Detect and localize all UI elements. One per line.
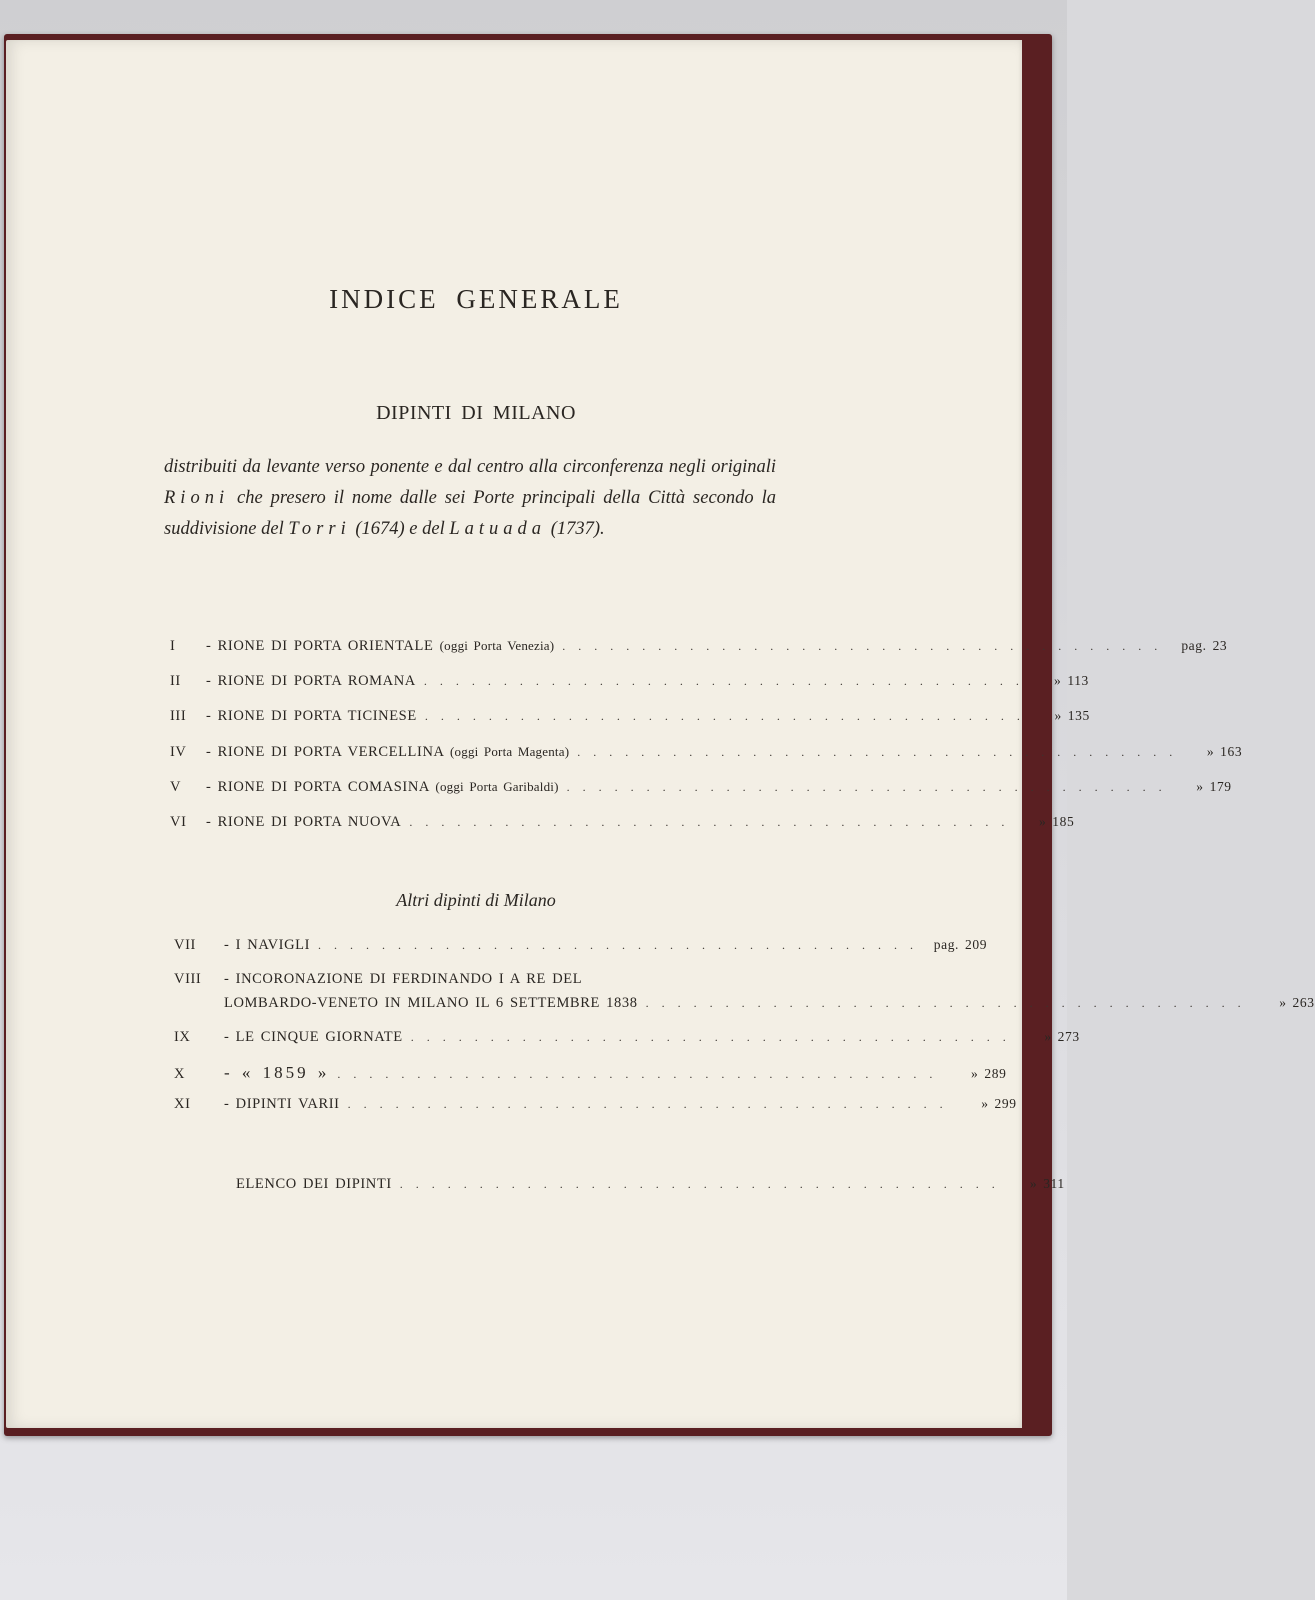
toc-leader-dots: . . . . . . . . . . . . . . . . . . . . . . . . . . . . . . . . . . . . . .: [577, 745, 1177, 759]
toc-entry: [170, 779, 1232, 801]
toc-entry-note: (oggi Porta Venezia): [439, 638, 555, 653]
intro-latuada: Latuada: [449, 519, 547, 539]
toc-entry-label: [206, 744, 569, 761]
toc-entry-label: [206, 638, 554, 655]
toc-entry-label-text: - INCORONAZIONE DI FERDINANDO I A RE DEL: [224, 971, 583, 987]
toc-entry-label: [206, 779, 559, 796]
toc-leader-dots: . . . . . . . . . . . . . . . . . . . . . . . . . . . . . . . . . . . . . .: [399, 1177, 999, 1191]
toc-entry-label: [224, 971, 582, 988]
book-page: [6, 40, 1315, 1428]
toc-entry-continuation-text: LOMBARDO-VENETO IN MILANO IL 6 SETTEMBRE 1838: [224, 995, 638, 1011]
toc-entry: [174, 1063, 1007, 1085]
toc-entry-label: [224, 1063, 329, 1083]
toc-entry-label-text: - DIPINTI VARII: [224, 1096, 340, 1112]
toc-entry-page: pag. 23: [1181, 638, 1228, 653]
toc-entry-label-text: - RIONE DI PORTA VERCELLINA: [206, 744, 444, 760]
page-title: INDICE GENERALE: [329, 284, 623, 314]
toc-leader-dots: . . . . . . . . . . . . . . . . . . . . . . . . . . . . . . . . . . . . . .: [410, 1030, 1010, 1044]
toc-entry-page: » 263: [1279, 995, 1315, 1010]
toc-entry-number: V: [170, 779, 182, 795]
toc-entry-label-text: - RIONE DI PORTA NUOVA: [206, 814, 402, 830]
toc-entry-label: [206, 708, 417, 725]
toc-entry-label-text: - RIONE DI PORTA COMASINA: [206, 779, 430, 795]
toc-entry: [174, 971, 752, 993]
toc-entry-page: » 113: [1054, 673, 1089, 688]
toc-entry-note: (oggi Porta Magenta): [450, 744, 570, 759]
toc-entry-number: II: [170, 673, 181, 689]
toc-leader-dots: . . . . . . . . . . . . . . . . . . . . . . . . . . . . . . . . . . . . . .: [318, 938, 918, 952]
intro-text-4: (1737).: [546, 519, 605, 539]
toc-entry-number: XI: [174, 1096, 191, 1112]
toc-leader-dots: . . . . . . . . . . . . . . . . . . . . . . . . . . . . . . . . . . . . . .: [337, 1067, 937, 1081]
toc-entry-label-text: - RIONE DI PORTA ORIENTALE: [206, 638, 434, 654]
toc-leader-dots: . . . . . . . . . . . . . . . . . . . . . . . . . . . . . . . . . . . . . .: [409, 815, 1009, 829]
toc-entry: [170, 638, 1228, 660]
intro-torri: Torri: [288, 519, 351, 539]
toc-entry-note: (oggi Porta Garibaldi): [435, 779, 559, 794]
intro-rioni: Rioni: [164, 488, 230, 508]
toc-entry-page: » 311: [1029, 1176, 1065, 1191]
toc-entry: [174, 937, 988, 959]
toc-entry-number: IV: [170, 744, 187, 760]
page-subtitle: DIPINTI DI MILANO: [376, 402, 576, 424]
toc-entry-number: VIII: [174, 971, 202, 987]
toc-entry-page: » 273: [1044, 1029, 1080, 1044]
toc-entry-page: » 299: [981, 1096, 1017, 1111]
toc-entry-label: ELENCO DEI DIPINTI: [236, 1176, 392, 1192]
toc-entry-number: X: [174, 1066, 186, 1082]
toc-entry-page: » 163: [1206, 744, 1243, 759]
toc-entry: [170, 708, 1090, 730]
toc-entry-label: [206, 814, 401, 831]
toc-entry-number: III: [170, 708, 187, 724]
toc-entry-page: » 289: [971, 1066, 1007, 1081]
toc-entry-number: VII: [174, 937, 196, 953]
toc-entry-label-text: - « 1859 »: [224, 1063, 330, 1082]
toc-leader-dots: . . . . . . . . . . . . . . . . . . . . . . . . . . . . . . . . . . . . . .: [645, 996, 1245, 1010]
toc-entry-number: I: [170, 638, 176, 654]
toc-leader-dots: . . . . . . . . . . . . . . . . . . . . . . . . . . . . . . . . . . . . . .: [562, 639, 1162, 653]
intro-text-3: (1674) e del: [350, 519, 450, 539]
toc-entry-label-text: - LE CINQUE GIORNATE: [224, 1029, 403, 1045]
toc-entry-label-text: - I NAVIGLI: [224, 937, 311, 953]
section-heading-altri-dipinti: Altri dipinti di Milano: [396, 890, 556, 910]
toc-leader-dots: . . . . . . . . . . . . . . . . . . . . . . . . . . . . . . . . . . . . . .: [423, 674, 1023, 688]
toc-entry-number: VI: [170, 814, 187, 830]
toc-entry-elenco: [236, 1176, 1065, 1198]
toc-entry-label: [224, 937, 310, 954]
toc-entry-label: [224, 1029, 403, 1046]
toc-entry-label-text: - RIONE DI PORTA ROMANA: [206, 673, 416, 689]
toc-entry-page: pag. 209: [933, 937, 988, 952]
toc-entry-label-text: - RIONE DI PORTA TICINESE: [206, 708, 417, 724]
toc-entry-label: [206, 673, 416, 690]
toc-entry: [174, 1096, 1017, 1118]
toc-entry: [170, 814, 1075, 836]
intro-text-1: distribuiti da levante verso ponente e dal centro alla circonferenza negli originali: [164, 457, 776, 477]
toc-entry-page: » 135: [1054, 708, 1090, 723]
toc-entry-page: » 179: [1196, 779, 1232, 794]
toc-entry-number: IX: [174, 1029, 191, 1045]
toc-leader-dots: . . . . . . . . . . . . . . . . . . . . . . . . . . . . . . . . . . . . . .: [566, 780, 1166, 794]
toc-entry-page: » 185: [1038, 814, 1075, 829]
intro-text-2: che presero il nome dalle sei Porte principali della Città secondo la suddivisione del: [164, 488, 776, 539]
toc-entry: [170, 744, 1243, 766]
toc-entry-label: [224, 1096, 340, 1113]
toc-leader-dots: . . . . . . . . . . . . . . . . . . . . . . . . . . . . . . . . . . . . . .: [347, 1097, 947, 1111]
toc-entry-continuation: [174, 995, 1315, 1017]
intro-paragraph: [164, 452, 776, 545]
toc-leader-dots: . . . . . . . . . . . . . . . . . . . . . . . . . . . . . . . . . . . . . .: [424, 709, 1024, 723]
toc-entry: [170, 673, 1089, 695]
toc-entry: [174, 1029, 1080, 1051]
